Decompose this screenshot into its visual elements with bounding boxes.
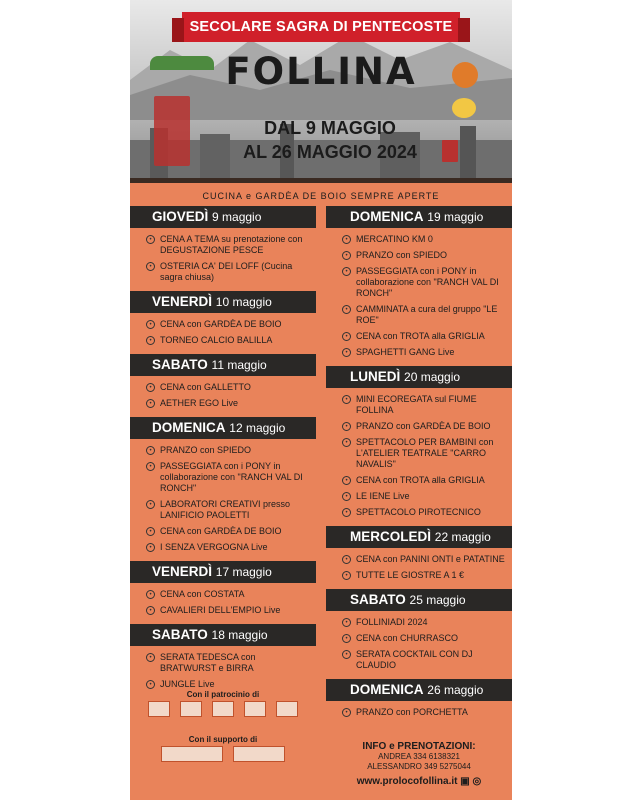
info-contact-1: ANDREA 334 6138321 (378, 752, 460, 761)
event-bullet-icon: • (146, 235, 155, 244)
event-bullet-icon: • (342, 618, 351, 627)
event-item (130, 445, 316, 456)
event-text: PRANZO con SPIEDO (160, 445, 252, 455)
event-text: FOLLINIADI 2024 (356, 617, 428, 627)
day-name: VENERDÌ (152, 564, 213, 579)
poster-header (130, 0, 512, 178)
event-bullet-icon: • (342, 395, 351, 404)
day-date: 18 maggio (211, 628, 268, 642)
sponsor-logo (212, 701, 234, 717)
event-bullet-icon: • (146, 590, 155, 599)
day-name: DOMENICA (350, 209, 424, 224)
event-item (130, 319, 316, 330)
event-text: CENA con GARDÈA DE BOIO (160, 319, 282, 329)
event-text: CENA con GARDÈA DE BOIO (160, 526, 282, 536)
event-text: CENA con PANINI ONTI e PATATINE (356, 554, 505, 564)
event-text: TUTTE LE GIOSTRE A 1 € (356, 570, 465, 580)
event-item (326, 617, 512, 628)
event-item (130, 398, 316, 409)
event-bullet-icon: • (146, 653, 155, 662)
date-start: DAL 9 MAGGIO (264, 118, 396, 138)
day-header (326, 526, 512, 548)
event-text: PASSEGGIATA con i PONY in collaborazione con "RANCH VAL DI RONCH" (356, 266, 499, 298)
event-item (130, 382, 316, 393)
info-contact-2: ALESSANDRO 349 5275044 (367, 762, 471, 771)
sponsor-logo (148, 701, 170, 717)
event-bullet-icon: • (146, 606, 155, 615)
left-column (130, 206, 316, 698)
patrocinio-label: Con il patrocinio di (186, 690, 260, 699)
event-bullet-icon: • (146, 543, 155, 552)
date-end: AL 26 MAGGIO 2024 (243, 142, 417, 162)
day-group (326, 366, 512, 518)
event-bullet-icon: • (342, 235, 351, 244)
event-item (326, 491, 512, 502)
event-bullet-icon: • (342, 492, 351, 501)
event-item (326, 250, 512, 261)
event-item (130, 679, 316, 690)
day-name: SABATO (152, 357, 208, 372)
event-bullet-icon: • (146, 500, 155, 509)
event-item (130, 542, 316, 553)
day-date: 17 maggio (215, 565, 272, 579)
snail-logo (452, 98, 476, 118)
day-group (130, 206, 316, 283)
event-item (326, 347, 512, 358)
event-text: SPAGHETTI GANG Live (356, 347, 455, 357)
right-column (326, 206, 512, 726)
event-bullet-icon: • (146, 462, 155, 471)
day-date: 19 maggio (427, 210, 484, 224)
event-bullet-icon: • (342, 555, 351, 564)
event-bullet-icon: • (146, 680, 155, 689)
event-bullet-icon: • (146, 527, 155, 536)
day-date: 11 maggio (211, 358, 267, 372)
event-item (326, 234, 512, 245)
event-text: PRANZO con PORCHETTA (356, 707, 468, 717)
sponsors-section (130, 690, 316, 766)
day-date: 9 maggio (212, 210, 262, 224)
event-text: MERCATINO KM 0 (356, 234, 433, 244)
day-date: 26 maggio (427, 683, 484, 697)
event-poster (130, 0, 512, 800)
event-bullet-icon: • (146, 336, 155, 345)
event-text: MINI ECOREGATA sul FIUME FOLLINA (356, 394, 477, 415)
day-group (130, 417, 316, 553)
day-date: 20 maggio (404, 370, 461, 384)
header-divider (130, 178, 512, 183)
event-bullet-icon: • (342, 422, 351, 431)
event-item (130, 234, 316, 256)
event-bullet-icon: • (342, 708, 351, 717)
event-item (130, 335, 316, 346)
event-bullet-icon: • (146, 399, 155, 408)
day-header (130, 561, 316, 583)
day-name: GIOVEDÌ (152, 209, 209, 224)
day-name: LUNEDÌ (350, 369, 401, 384)
day-name: DOMENICA (152, 420, 226, 435)
day-header (326, 366, 512, 388)
event-item (130, 605, 316, 616)
event-text: SERATA TEDESCA con BRATWURST e BIRRA (160, 652, 256, 673)
sponsor-logo (180, 701, 202, 717)
website-text[interactable]: www.prolocofollina.it (356, 776, 458, 787)
sponsor-logo (276, 701, 298, 717)
event-item (326, 421, 512, 432)
event-item (326, 394, 512, 416)
instagram-icon[interactable]: ◎ (472, 776, 482, 787)
day-name: MERCOLEDÌ (350, 529, 431, 544)
event-text: CAMMINATA a cura del gruppo "LE ROE" (356, 304, 498, 325)
event-item (326, 507, 512, 518)
event-text: CENA con GALLETTO (160, 382, 251, 392)
event-item (326, 304, 512, 326)
event-bullet-icon: • (342, 571, 351, 580)
event-item (326, 437, 512, 470)
day-name: SABATO (350, 592, 406, 607)
info-section (326, 742, 512, 772)
event-bullet-icon: • (146, 383, 155, 392)
event-bullet-icon: • (342, 438, 351, 447)
day-group (130, 561, 316, 616)
day-header (130, 417, 316, 439)
day-header (326, 679, 512, 701)
event-item (130, 499, 316, 521)
day-header (130, 354, 316, 376)
event-bullet-icon: • (342, 508, 351, 517)
event-bullet-icon: • (146, 320, 155, 329)
day-group (130, 354, 316, 409)
event-text: SPETTACOLO PER BAMBINI con L'ATELIER TEATRALE "CARRO NAVALIS" (356, 437, 494, 469)
title-banner: SECOLARE SAGRA DI PENTECOSTE (182, 12, 460, 42)
event-text: SPETTACOLO PIROTECNICO (356, 507, 481, 517)
event-item (130, 461, 316, 494)
circle-logo (452, 62, 478, 88)
event-text: I SENZA VERGOGNA Live (160, 542, 268, 552)
day-name: VENERDÌ (152, 294, 213, 309)
event-item (130, 652, 316, 674)
day-date: 10 maggio (215, 295, 272, 309)
event-text: OSTERIA CA' DEI LOFF (Cucina sagra chiusa) (160, 261, 293, 282)
event-bullet-icon: • (342, 476, 351, 485)
event-text: CAVALIERI DELL'EMPIO Live (160, 605, 281, 615)
support-logos-row (130, 744, 316, 766)
hills-logo (150, 56, 214, 70)
event-text: CENA con CHURRASCO (356, 633, 459, 643)
pro-loco-logo (154, 96, 190, 166)
event-bullet-icon: • (146, 446, 155, 455)
support-logo (161, 746, 223, 762)
event-text: PRANZO con GARDÈA DE BOIO (356, 421, 491, 431)
event-text: TORNEO CALCIO BALILLA (160, 335, 273, 345)
page-title: FOLLINA (225, 50, 417, 93)
event-text: SERATA COCKTAIL CON DJ CLAUDIO (356, 649, 473, 670)
day-date: 25 maggio (409, 593, 466, 607)
day-group (326, 679, 512, 718)
day-header (326, 206, 512, 228)
event-item (326, 331, 512, 342)
event-text: CENA con TROTA alla GRIGLIA (356, 475, 485, 485)
day-group (130, 624, 316, 690)
website-link[interactable] (326, 776, 512, 787)
event-bullet-icon: • (342, 348, 351, 357)
event-text: JUNGLE Live (160, 679, 215, 689)
support-logo (233, 746, 285, 762)
event-text: CENA A TEMA su prenotazione con DEGUSTAZIONE PESCE (160, 234, 303, 255)
sponsor-logo (244, 701, 266, 717)
day-header (326, 589, 512, 611)
day-group (326, 206, 512, 358)
event-item (326, 475, 512, 486)
event-item (326, 570, 512, 581)
event-item (130, 526, 316, 537)
day-name: SABATO (152, 627, 208, 642)
info-heading: INFO e PRENOTAZIONI: (362, 741, 476, 752)
event-item (130, 589, 316, 600)
day-date: 12 maggio (229, 421, 286, 435)
event-bullet-icon: • (342, 332, 351, 341)
event-text: PRANZO con SPIEDO (356, 250, 448, 260)
event-item (326, 707, 512, 718)
sponsor-logos-row (130, 699, 316, 721)
event-item (326, 649, 512, 671)
day-group (326, 589, 512, 671)
event-bullet-icon: • (342, 305, 351, 314)
event-bullet-icon: • (342, 267, 351, 276)
supporto-label: Con il supporto di (188, 735, 258, 744)
day-group (130, 291, 316, 346)
event-item (326, 633, 512, 644)
day-date: 22 maggio (434, 530, 491, 544)
event-text: AETHER EGO Live (160, 398, 239, 408)
event-item (130, 261, 316, 283)
event-item (326, 554, 512, 565)
event-text: CENA con TROTA alla GRIGLIA (356, 331, 485, 341)
event-text: LE IENE Live (356, 491, 410, 501)
day-header (130, 206, 316, 228)
event-bullet-icon: • (342, 650, 351, 659)
event-bullet-icon: • (342, 634, 351, 643)
facebook-icon[interactable]: ▣ (460, 776, 470, 787)
event-bullet-icon: • (342, 251, 351, 260)
day-name: DOMENICA (350, 682, 424, 697)
event-item (326, 266, 512, 299)
event-bullet-icon: • (146, 262, 155, 271)
subtitle: CUCINA e GARDÈA DE BOIO SEMPRE APERTE (202, 191, 440, 201)
day-header (130, 624, 316, 646)
day-header (130, 291, 316, 313)
day-group (326, 526, 512, 581)
event-text: LABORATORI CREATIVI presso LANIFICIO PAOLETTI (160, 499, 291, 520)
event-text: PASSEGGIATA con i PONY in collaborazione con "RANCH VAL DI RONCH" (160, 461, 303, 493)
borghi-logo (442, 140, 458, 162)
event-text: CENA con COSTATA (160, 589, 245, 599)
